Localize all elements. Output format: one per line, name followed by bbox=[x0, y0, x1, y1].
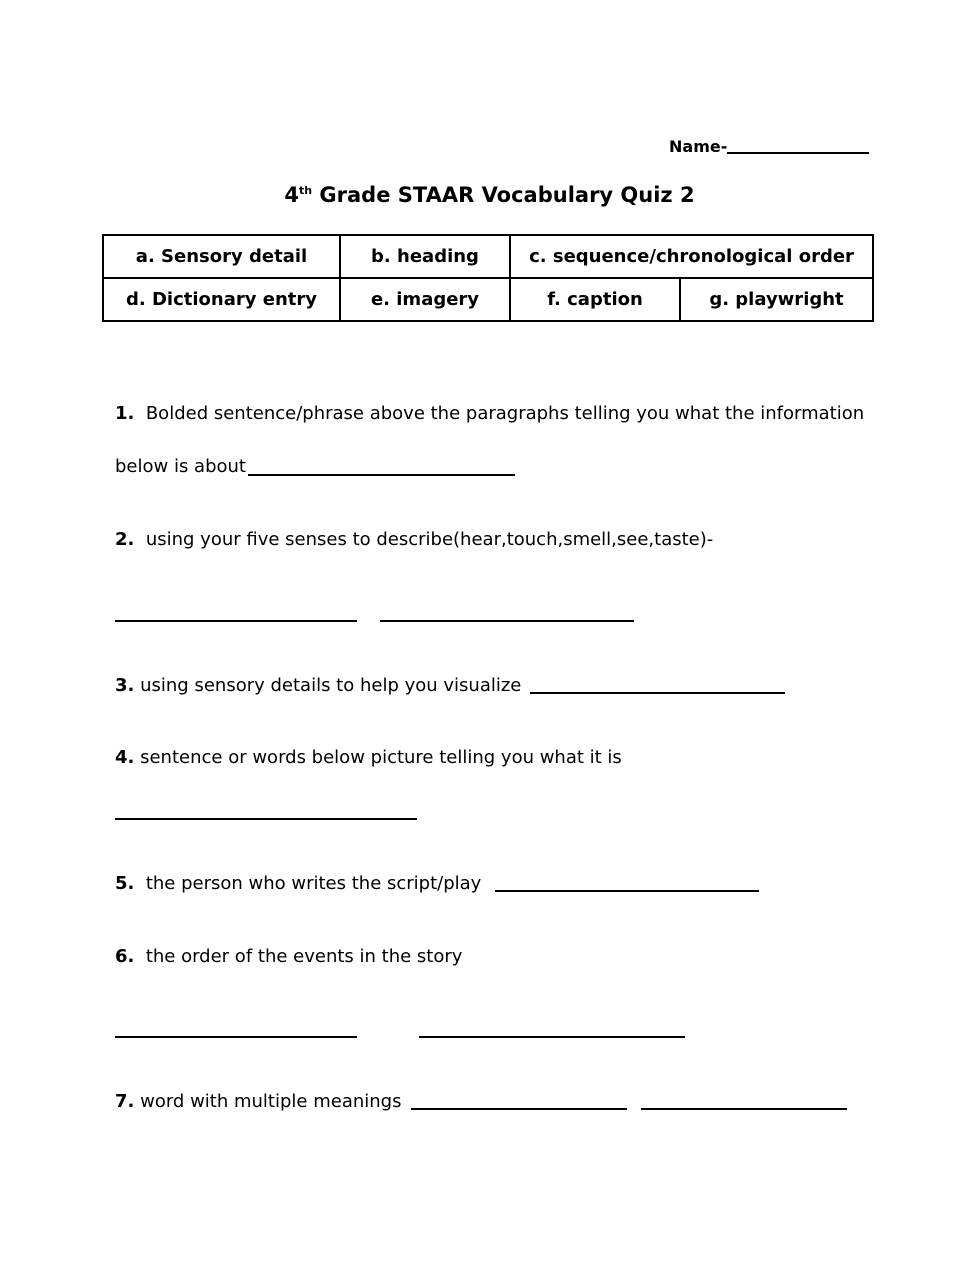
question-text: sentence or words below picture telling you what it is bbox=[140, 747, 622, 768]
word-bank-cell: d. Dictionary entry bbox=[103, 278, 340, 321]
word-bank-table bbox=[102, 234, 874, 322]
question-text: word with multiple meanings bbox=[140, 1091, 402, 1112]
question-2 bbox=[115, 529, 713, 550]
question-6 bbox=[115, 946, 462, 967]
word-bank-cell: b. heading bbox=[340, 235, 510, 278]
page-title: 4th Grade STAAR Vocabulary Quiz 2 bbox=[284, 183, 695, 207]
word-bank-cell: e. imagery bbox=[340, 278, 510, 321]
question-number: 2. bbox=[115, 529, 135, 550]
answer-blank-4[interactable] bbox=[115, 818, 417, 820]
word-bank-cell: f. caption bbox=[510, 278, 680, 321]
name-field[interactable] bbox=[669, 137, 869, 156]
name-label: Name- bbox=[669, 137, 728, 156]
name-blank[interactable] bbox=[727, 152, 869, 154]
answer-blank-6b[interactable] bbox=[419, 1036, 685, 1038]
answer-blank-5[interactable] bbox=[495, 890, 759, 892]
question-number: 4. bbox=[115, 747, 135, 768]
question-4 bbox=[115, 747, 622, 768]
question-7 bbox=[115, 1091, 401, 1112]
question-number: 3. bbox=[115, 675, 135, 696]
answer-blank-6a[interactable] bbox=[115, 1036, 357, 1038]
answer-blank-7a[interactable] bbox=[411, 1108, 627, 1110]
question-1 bbox=[115, 403, 864, 424]
answer-blank-7b[interactable] bbox=[641, 1108, 847, 1110]
question-5 bbox=[115, 873, 481, 894]
answer-blank-2a[interactable] bbox=[115, 620, 357, 622]
question-number: 6. bbox=[115, 946, 135, 967]
word-bank-cell: g. playwright bbox=[680, 278, 873, 321]
question-number: 1. bbox=[115, 403, 135, 424]
question-text: using your five senses to describe(hear,touch,smell,see,taste)- bbox=[145, 529, 714, 550]
word-bank-cell: c. sequence/chronological order bbox=[510, 235, 873, 278]
word-bank-row bbox=[103, 278, 873, 321]
question-3 bbox=[115, 675, 521, 696]
answer-blank-3[interactable] bbox=[530, 692, 785, 694]
question-1-continuation: below is about bbox=[115, 456, 246, 477]
word-bank-cell: a. Sensory detail bbox=[103, 235, 340, 278]
question-text: Bolded sentence/phrase above the paragraphs telling you what the information bbox=[145, 403, 865, 424]
answer-blank-1[interactable] bbox=[248, 474, 515, 476]
word-bank-row bbox=[103, 235, 873, 278]
question-text: using sensory details to help you visualize bbox=[140, 675, 522, 696]
answer-blank-2b[interactable] bbox=[380, 620, 634, 622]
question-text: the order of the events in the story bbox=[145, 946, 463, 967]
question-number: 5. bbox=[115, 873, 135, 894]
question-text: the person who writes the script/play bbox=[145, 873, 482, 894]
question-number: 7. bbox=[115, 1091, 135, 1112]
